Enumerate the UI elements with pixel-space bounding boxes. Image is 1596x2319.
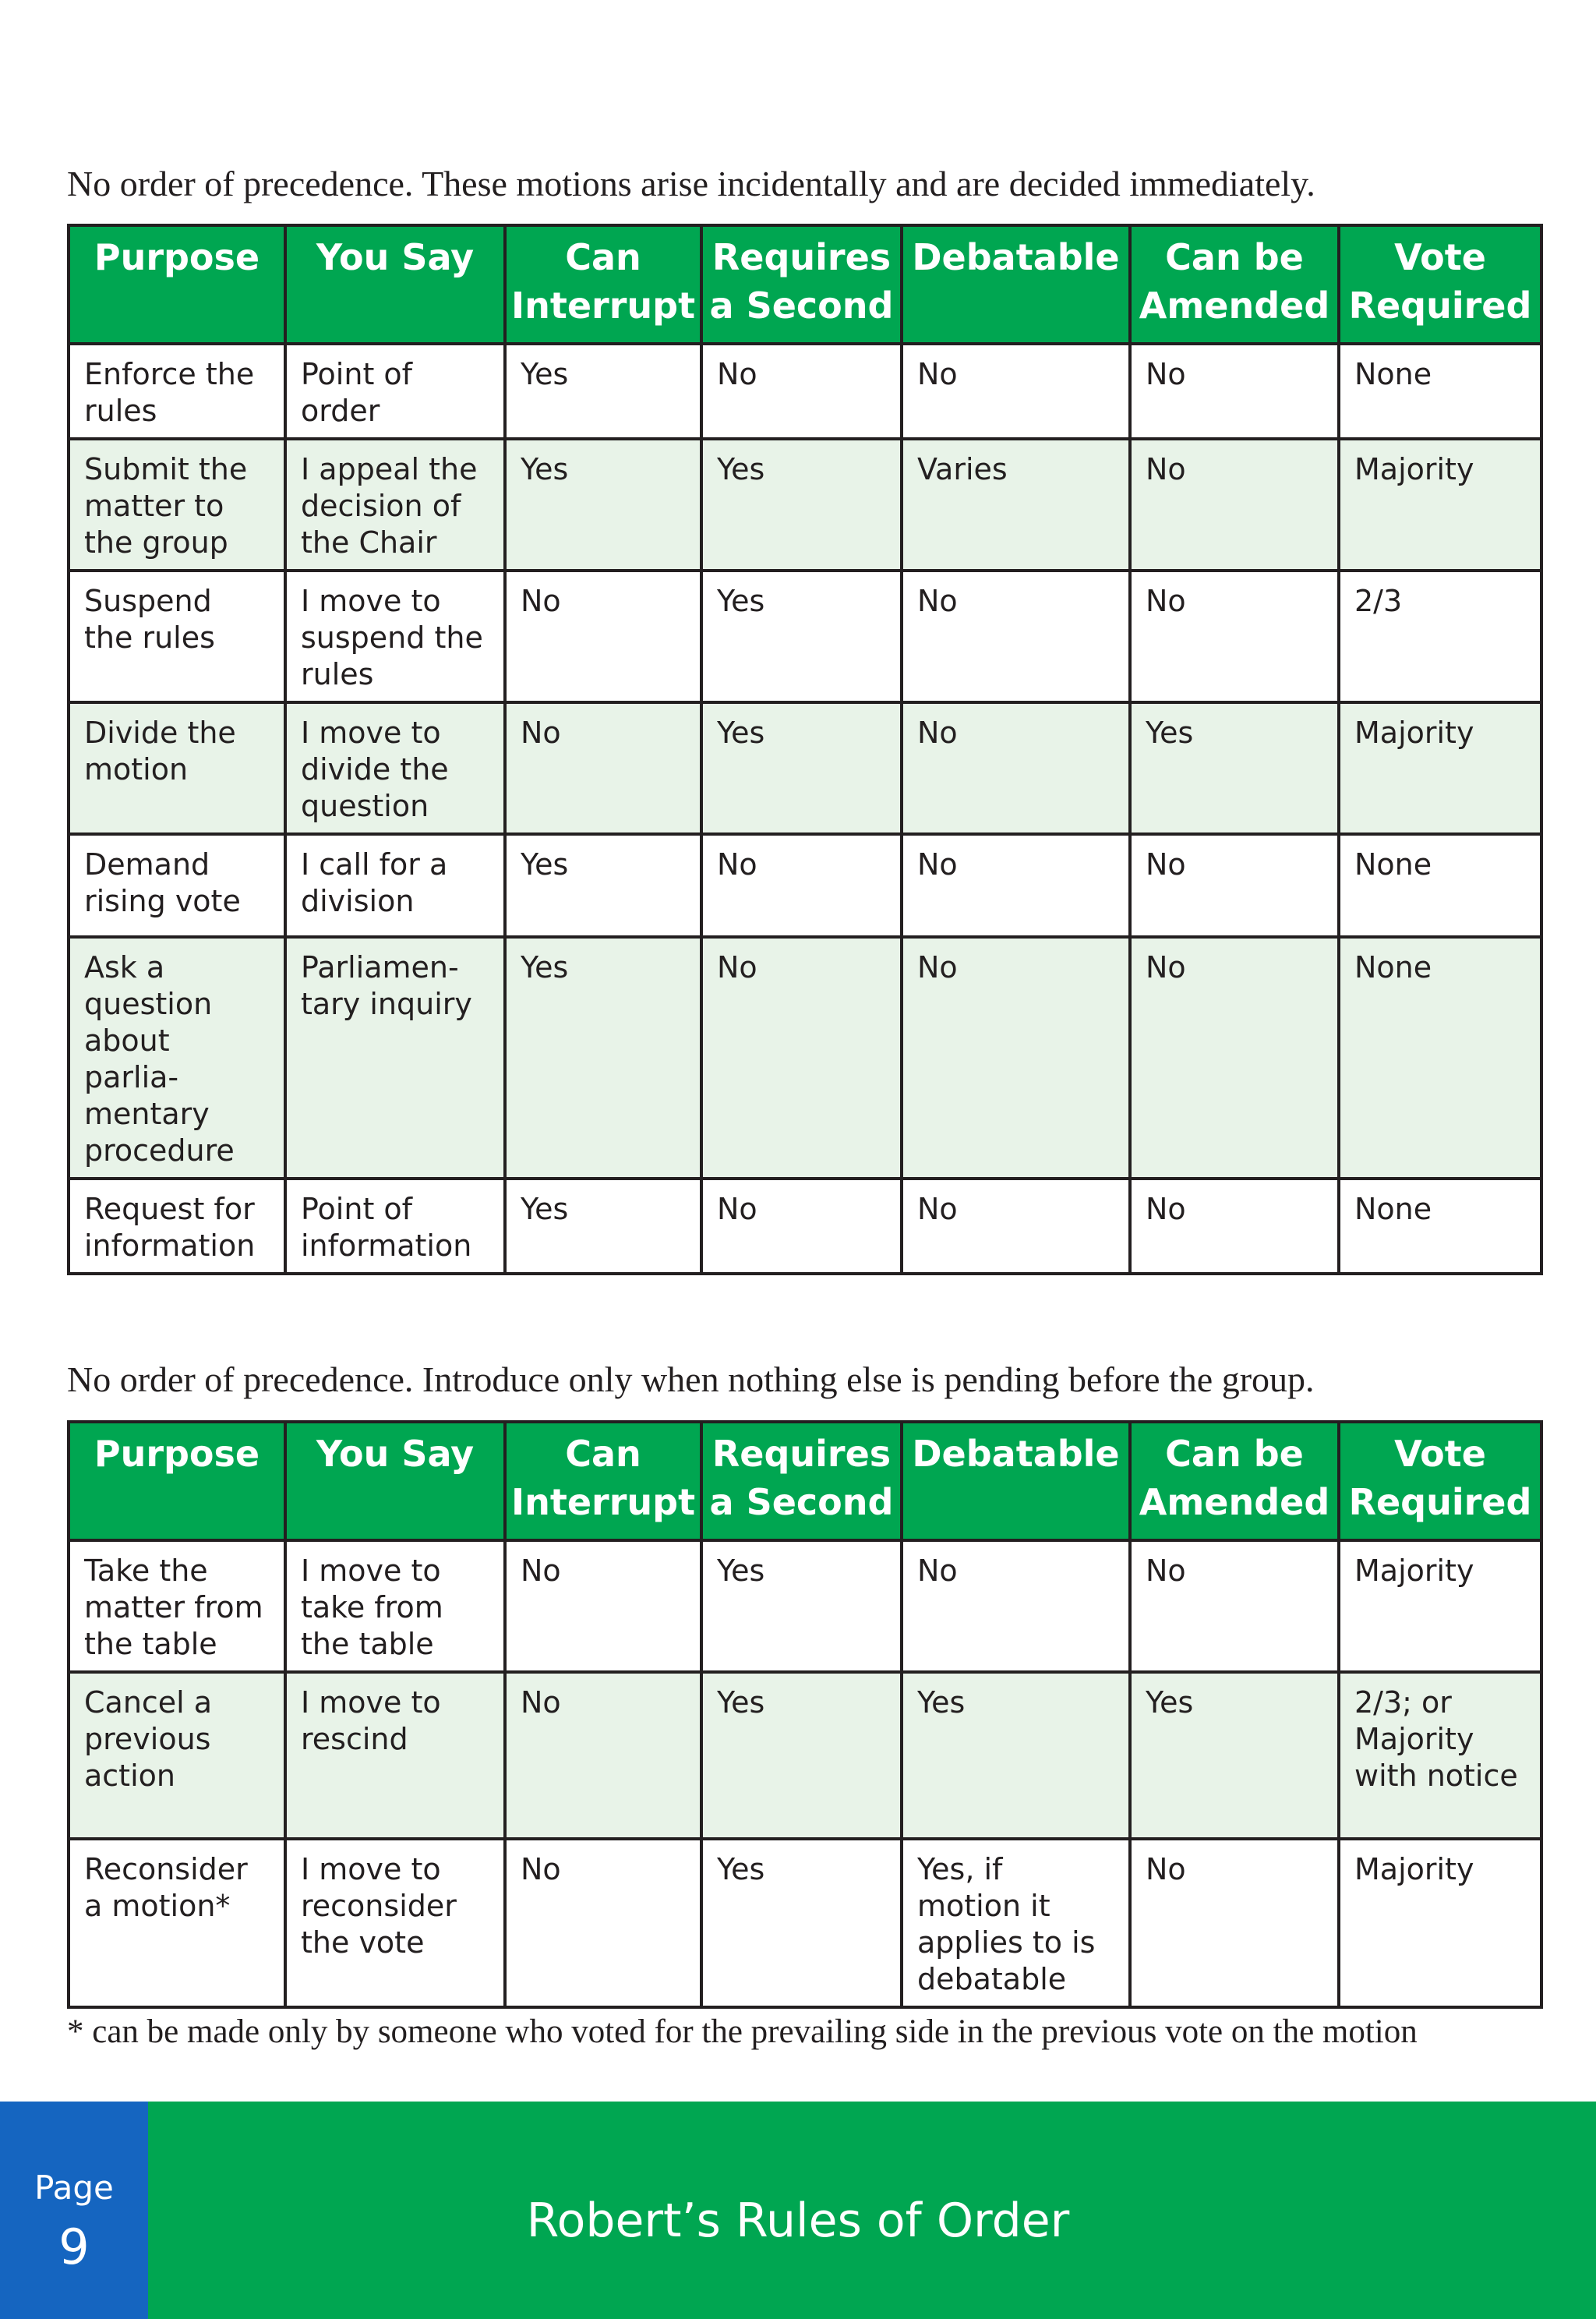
table-row — [69, 1672, 1541, 1839]
table-cell: I call for a division — [285, 834, 505, 937]
table-cell: No — [902, 571, 1130, 702]
column-header-purpose: Purpose — [69, 225, 285, 344]
table-cell: Yes — [505, 344, 701, 439]
table-cell: Majority — [1339, 702, 1541, 834]
table-cell: No — [1130, 439, 1339, 571]
table-cell: I appeal the decision of the Chair — [285, 439, 505, 571]
table-cell: No — [505, 1672, 701, 1839]
table-row — [69, 1179, 1541, 1274]
table-cell: Yes — [701, 1672, 902, 1839]
table-cell: No — [701, 1179, 902, 1274]
table-cell: Yes — [701, 702, 902, 834]
table-row — [69, 344, 1541, 439]
table-cell: Majority — [1339, 1540, 1541, 1672]
table-cell: Yes — [701, 1540, 902, 1672]
column-header-you-say: You Say — [285, 225, 505, 344]
table-cell: No — [701, 937, 902, 1179]
table-cell: None — [1339, 344, 1541, 439]
table-cell: No — [902, 1540, 1130, 1672]
table-row — [69, 937, 1541, 1179]
table-cell: No — [1130, 1839, 1339, 2007]
table-cell: Parliamen-tary inquiry — [285, 937, 505, 1179]
table-cell: No — [701, 344, 902, 439]
table-cell: Majority — [1339, 1839, 1541, 2007]
table-cell: Suspend the rules — [69, 571, 285, 702]
table-row — [69, 834, 1541, 937]
table-cell: No — [701, 834, 902, 937]
table-cell: I move to reconsider the vote — [285, 1839, 505, 2007]
table-cell: No — [1130, 344, 1339, 439]
column-header-requires-second: Requires a Second — [701, 225, 902, 344]
table-cell: Yes — [902, 1672, 1130, 1839]
table-cell: No — [505, 702, 701, 834]
table-cell: None — [1339, 834, 1541, 937]
table-cell: Yes — [505, 834, 701, 937]
table-cell: I move to suspend the rules — [285, 571, 505, 702]
table-cell: No — [902, 834, 1130, 937]
table-cell: No — [902, 937, 1130, 1179]
document-title: Robert’s Rules of Order — [526, 2194, 1070, 2248]
table-cell: Yes — [505, 1179, 701, 1274]
table-cell: Yes — [701, 1839, 902, 2007]
column-header-requires-second: Requires a Second — [701, 1422, 902, 1540]
column-header-can-interrupt: Can Interrupt — [505, 225, 701, 344]
table-cell: Yes — [701, 439, 902, 571]
table-cell: I move to divide the question — [285, 702, 505, 834]
column-header-vote-required: Vote Required — [1339, 225, 1541, 344]
column-header-can-be-amended: Can be Amended — [1130, 1422, 1339, 1540]
table-cell: No — [1130, 571, 1339, 702]
table-cell: I move to take from the table — [285, 1540, 505, 1672]
table-cell: No — [1130, 834, 1339, 937]
table-cell: No — [902, 1179, 1130, 1274]
column-header-can-interrupt: Can Interrupt — [505, 1422, 701, 1540]
page-label: Page — [34, 2169, 114, 2207]
table-cell: Demand rising vote — [69, 834, 285, 937]
table-header-row — [69, 1422, 1541, 1540]
table-cell: No — [1130, 937, 1339, 1179]
table-cell: Yes — [505, 937, 701, 1179]
table-cell: Take the matter from the table — [69, 1540, 285, 1672]
table-cell: Enforce the rules — [69, 344, 285, 439]
page-number: 9 — [58, 2218, 90, 2275]
table-cell: I move to rescind — [285, 1672, 505, 1839]
table-cell: No — [505, 1540, 701, 1672]
table-cell: Ask a question about parlia-mentary procedure — [69, 937, 285, 1179]
table-cell: No — [902, 344, 1130, 439]
table-row — [69, 1540, 1541, 1672]
table-cell: Divide the motion — [69, 702, 285, 834]
table-cell: Reconsider a motion* — [69, 1839, 285, 2007]
column-header-purpose: Purpose — [69, 1422, 285, 1540]
table-cell: No — [1130, 1540, 1339, 1672]
table-cell: No — [505, 571, 701, 702]
column-header-can-be-amended: Can be Amended — [1130, 225, 1339, 344]
table-cell: Yes — [1130, 702, 1339, 834]
table-row — [69, 571, 1541, 702]
table-cell: Request for information — [69, 1179, 285, 1274]
table-cell: 2/3 — [1339, 571, 1541, 702]
table-cell: Yes — [505, 439, 701, 571]
column-header-debatable: Debatable — [902, 225, 1130, 344]
incidental-motions-table — [67, 224, 1543, 1275]
table-row — [69, 1839, 1541, 2007]
table-cell: No — [902, 702, 1130, 834]
table-cell: Point of information — [285, 1179, 505, 1274]
table-cell: Yes — [1130, 1672, 1339, 1839]
section-1-intro: No order of precedence. These motions arise incidentally and are decided immediately. — [67, 164, 1315, 203]
column-header-debatable: Debatable — [902, 1422, 1130, 1540]
table-cell: No — [505, 1839, 701, 2007]
table-header-row — [69, 225, 1541, 344]
table-cell: No — [1130, 1179, 1339, 1274]
table-cell: Submit the matter to the group — [69, 439, 285, 571]
section-2-intro: No order of precedence. Introduce only when nothing else is pending before the group. — [67, 1359, 1315, 1399]
column-header-you-say: You Say — [285, 1422, 505, 1540]
column-header-vote-required: Vote Required — [1339, 1422, 1541, 1540]
table-cell: None — [1339, 1179, 1541, 1274]
footnote: * can be made only by someone who voted for the prevailing side in the previous vote on the motion — [67, 2013, 1418, 2050]
table-cell: 2/3; or Majority with notice — [1339, 1672, 1541, 1839]
table-cell: Majority — [1339, 439, 1541, 571]
restorative-motions-table — [67, 1420, 1543, 2009]
page-number-box — [0, 2102, 148, 2319]
table-cell: Yes, if motion it applies to is debatable — [902, 1839, 1130, 2007]
table-cell: Varies — [902, 439, 1130, 571]
table-cell: None — [1339, 937, 1541, 1179]
page-footer — [0, 2102, 1596, 2319]
table-cell: Point of order — [285, 344, 505, 439]
table-cell: Cancel a previous action — [69, 1672, 285, 1839]
table-row — [69, 439, 1541, 571]
table-row — [69, 702, 1541, 834]
table-cell: Yes — [701, 571, 902, 702]
